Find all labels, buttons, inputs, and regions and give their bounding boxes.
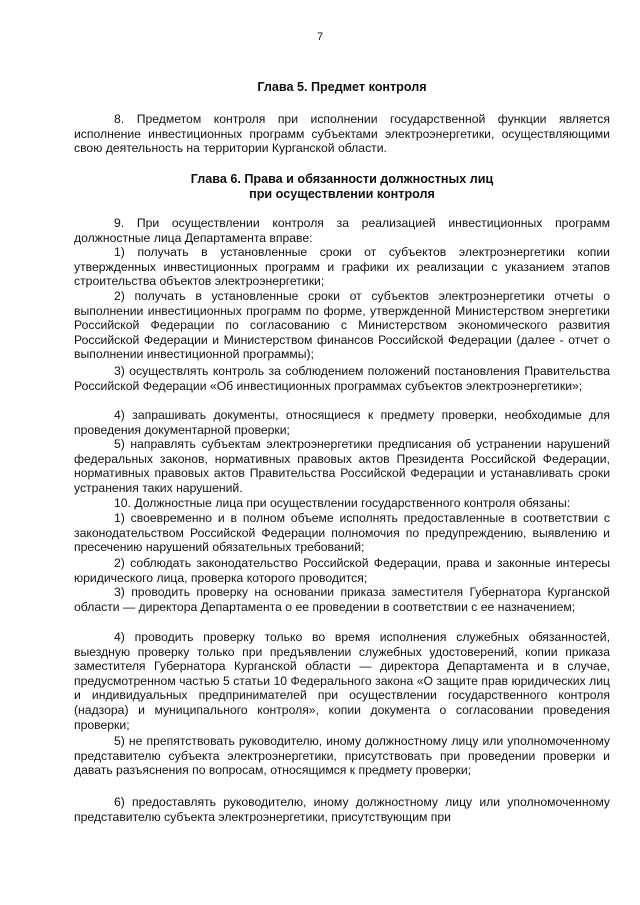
chapter-5-title: Глава 5. Предмет контроля — [257, 80, 427, 94]
chapter-6-title-line-2: при осуществлении контроля — [249, 187, 435, 201]
chapter-6-title-line-1: Глава 6. Права и обязанности должностных лиц — [190, 172, 494, 186]
paragraph-10-item-3: 3) проводить проверку на основании приказа заместителя Губернатора Курганской области — директора Департамента о ее проведении в соответствии с ее назначением; — [74, 585, 610, 614]
page-number: 7 — [316, 31, 324, 43]
paragraph-10-item-6: 6) предоставлять руководителю, иному должностному лицу или уполномоченному представителю субъекта электроэнергетики, присутствующим при — [74, 795, 610, 824]
paragraph-9-item-4: 4) запрашивать документы, относящиеся к предмету проверки, необходимые для проведения документарной проверки; — [74, 408, 610, 437]
paragraph-10: 10. Должностные лица при осуществлении государственного контроля обязаны: — [114, 496, 571, 510]
paragraph-10-item-4: 4) проводить проверку только во время исполнения служебных обязанностей, выездную проверку только при предъявлении служебных удостоверений, копии приказа заместителя Губернатора Курганской области — директора Департамента и в случае, предусмотренном частью 5 статьи 10 Федерального закона «О защите прав юридических лиц и индивидуальных предпринимателей при осуществлении государственного контроля (надзора) и муниципального контроля», копии документа о согласовании проведения проверки; — [74, 630, 610, 732]
paragraph-9-item-3: 3) осуществлять контроль за соблюдением положений постановления Правительства Российской Федерации «Об инвестиционных программах субъектов электроэнергетики»; — [74, 364, 610, 393]
paragraph-9-item-2: 2) получать в установленные сроки от субъектов электроэнергетики отчеты о выполнении инвестиционных программ по форме, утвержденной Министерством энергетики Российской Федерации по согласованию с Министерством экономического развития Российской Федерации и Министерством финансов Российской Федерации (далее - отчет о выполнении инвестиционной программы); — [74, 289, 610, 362]
paragraph-10-item-1: 1) своевременно и в полном объеме исполнять предоставленные в соответствии с законодательством Российской Федерации полномочия по предупреждению, выявлению и пресечению нарушений обязательных требований; — [74, 511, 610, 555]
paragraph-9: 9. При осуществлении контроля за реализацией инвестиционных программ должностные лица Департамента вправе: — [74, 216, 610, 245]
paragraph-9-item-1: 1) получать в установленные сроки от субъектов электроэнергетики копии утвержденных инвестиционных программ и графики их реализации с указанием этапов строительства объектов электроэнергетики; — [74, 245, 610, 289]
paragraph-10-item-5: 5) не препятствовать руководителю, иному должностному лицу или уполномоченному представителю субъекта электроэнергетики, присутствовать при проведении проверки и давать разъяснения по вопросам, относящимся к предмету проверки; — [74, 734, 610, 778]
paragraph-10-item-2: 2) соблюдать законодательство Российской Федерации, права и законные интересы юридического лица, проверка которого проводится; — [74, 556, 610, 585]
paragraph-8: 8. Предметом контроля при исполнении государственной функции является исполнение инвестиционных программ субъектами электроэнергетики, осуществляющими свою деятельность на территории Курганской области. — [74, 112, 610, 156]
paragraph-9-item-5: 5) направлять субъектам электроэнергетики предписания об устранении нарушений федеральных законов, нормативных правовых актов Президента Российской Федерации, нормативных правовых актов Правительства Российской Федерации и устанавливать сроки устранения таких нарушений. — [74, 437, 610, 495]
